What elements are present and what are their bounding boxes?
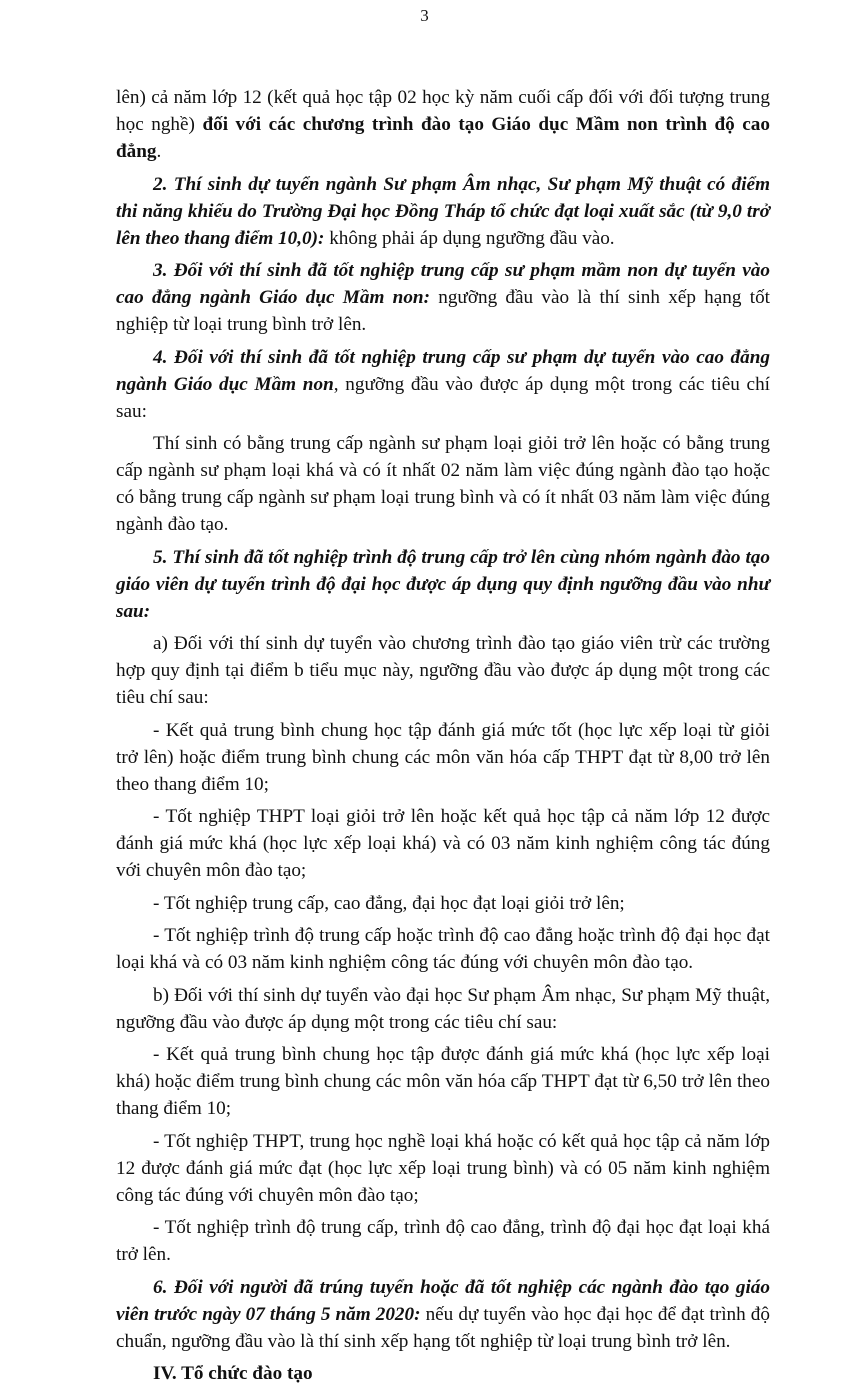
document-body: [116, 84, 770, 1393]
item-text: , ngưỡng đầu vào được áp dụng một trong các tiêu chí sau:: [116, 373, 771, 422]
item-text: nếu dự tuyển vào học đại học để đạt trình độ chuẩn, ngưỡng đầu vào là thí sinh xếp hạng tốt nghiệp từ loại trung bình trở lên.: [116, 1303, 770, 1352]
paragraph-text: - Kết quả trung bình chung học tập đánh giá mức tốt (học lực xếp loại từ giỏi trở lên) hoặc điểm trung bình chung các môn văn hóa cấp THPT đạt từ 8,00 trở lên theo thang điểm 10;: [116, 719, 770, 795]
page-number: 3: [420, 6, 429, 25]
paragraph-text: .: [156, 141, 162, 162]
subitem-b: [116, 982, 770, 1036]
paragraph-text: - Tốt nghiệp trung cấp, cao đẳng, đại học đạt loại giỏi trở lên;: [153, 892, 625, 914]
item-2: [116, 171, 770, 252]
criterion: [116, 803, 770, 884]
paragraph-text: Thí sinh có bằng trung cấp ngành sư phạm loại giỏi trở lên hoặc có bằng trung cấp ngành sư phạm loại khá và có ít nhất 02 năm làm việc đúng ngành đào tạo hoặc có bằng trung cấp ngành sư phạm loại trung bình và có ít nhất 03 năm làm việc đúng ngành đào tạo.: [116, 433, 770, 535]
item-lead: 3. Đối với thí sinh đã tốt nghiệp trung cấp sư phạm mầm non dự tuyển vào cao đẳng ngành Giáo dục Mầm non:: [116, 260, 770, 308]
item-5: [116, 544, 770, 625]
item-lead: 5. Thí sinh đã tốt nghiệp trình độ trung cấp trở lên cùng nhóm ngành đào tạo giáo viên dự tuyển trình độ đại học được áp dụng quy định ngưỡng đầu vào như sau:: [116, 546, 770, 622]
criterion: [116, 890, 770, 917]
criterion: [116, 1214, 770, 1268]
paragraph-text: - Tốt nghiệp THPT, trung học nghề loại khá hoặc có kết quả học tập cả năm lớp 12 được đánh giá mức đạt (học lực xếp loại trung bình) và có 05 năm kinh nghiệm công tác đúng với chuyên môn đào tạo;: [116, 1130, 770, 1206]
paragraph-continuation: [116, 84, 770, 165]
emphasis-text: đối với các chương trình đào tạo Giáo dục Mầm non trình độ cao đẳng: [116, 114, 770, 162]
paragraph-text: lên) cả năm lớp 12 (kết quả học tập 02 học kỳ năm cuối cấp đối với đối tượng trung học nghề): [116, 87, 770, 135]
criterion: [116, 1041, 770, 1122]
paragraph-text: a) Đối với thí sinh dự tuyển vào chương trình đào tạo giáo viên trừ các trường hợp quy định tại điểm b tiểu mục này, ngưỡng đầu vào được áp dụng một trong các tiêu chí sau:: [116, 633, 770, 708]
criterion: [116, 717, 770, 798]
criterion: [116, 922, 770, 976]
item-4-criteria: [116, 430, 770, 538]
item-6: [116, 1274, 770, 1355]
criterion: [116, 1128, 770, 1209]
paragraph-text: - Kết quả trung bình chung học tập được đánh giá mức khá (học lực xếp loại khá) hoặc điểm trung bình chung các môn văn hóa cấp THPT đạt từ 6,50 trở lên theo thang điểm 10;: [116, 1044, 770, 1119]
section-heading: IV. Tổ chức đào tạo: [153, 1363, 313, 1384]
item-4: [116, 344, 770, 425]
item-text: không phải áp dụng ngưỡng đầu vào.: [324, 227, 615, 249]
item-text: ngưỡng đầu vào là thí sinh xếp hạng tốt nghiệp từ loại trung bình trở lên.: [116, 287, 770, 335]
paragraph-text: - Tốt nghiệp trình độ trung cấp, trình độ cao đẳng, trình độ đại học đạt loại khá trở lên.: [116, 1217, 770, 1265]
paragraph-text: - Tốt nghiệp trình độ trung cấp hoặc trình độ cao đẳng hoặc trình độ đại học đạt loại khá và có 03 năm kinh nghiệm công tác đúng với chuyên môn đào tạo.: [116, 925, 770, 973]
item-3: [116, 257, 770, 338]
subitem-a: [116, 630, 770, 711]
paragraph-text: - Tốt nghiệp THPT loại giỏi trở lên hoặc kết quả học tập cả năm lớp 12 được đánh giá mức khá (học lực xếp loại khá) và có 03 năm kinh nghiệm công tác đúng với chuyên môn đào tạo;: [116, 806, 770, 881]
item-lead: 4. Đối với thí sinh đã tốt nghiệp trung cấp sư phạm dự tuyển vào cao đẳng ngành Giáo dục Mầm non: [116, 346, 770, 395]
item-lead: 6. Đối với người đã trúng tuyển hoặc đã tốt nghiệp các ngành đào tạo giáo viên trước ngày 07 tháng 5 năm 2020:: [116, 1276, 770, 1325]
paragraph-text: b) Đối với thí sinh dự tuyển vào đại học Sư phạm Âm nhạc, Sư phạm Mỹ thuật, ngưỡng đầu vào được áp dụng một trong các tiêu chí sau:: [116, 984, 770, 1033]
item-lead: 2. Thí sinh dự tuyển ngành Sư phạm Âm nhạc, Sư phạm Mỹ thuật có điểm thi năng khiếu do Trường Đại học Đồng Tháp tổ chức đạt loại xuất sắc (từ 9,0 trở lên theo thang điểm 10,0):: [116, 173, 770, 249]
